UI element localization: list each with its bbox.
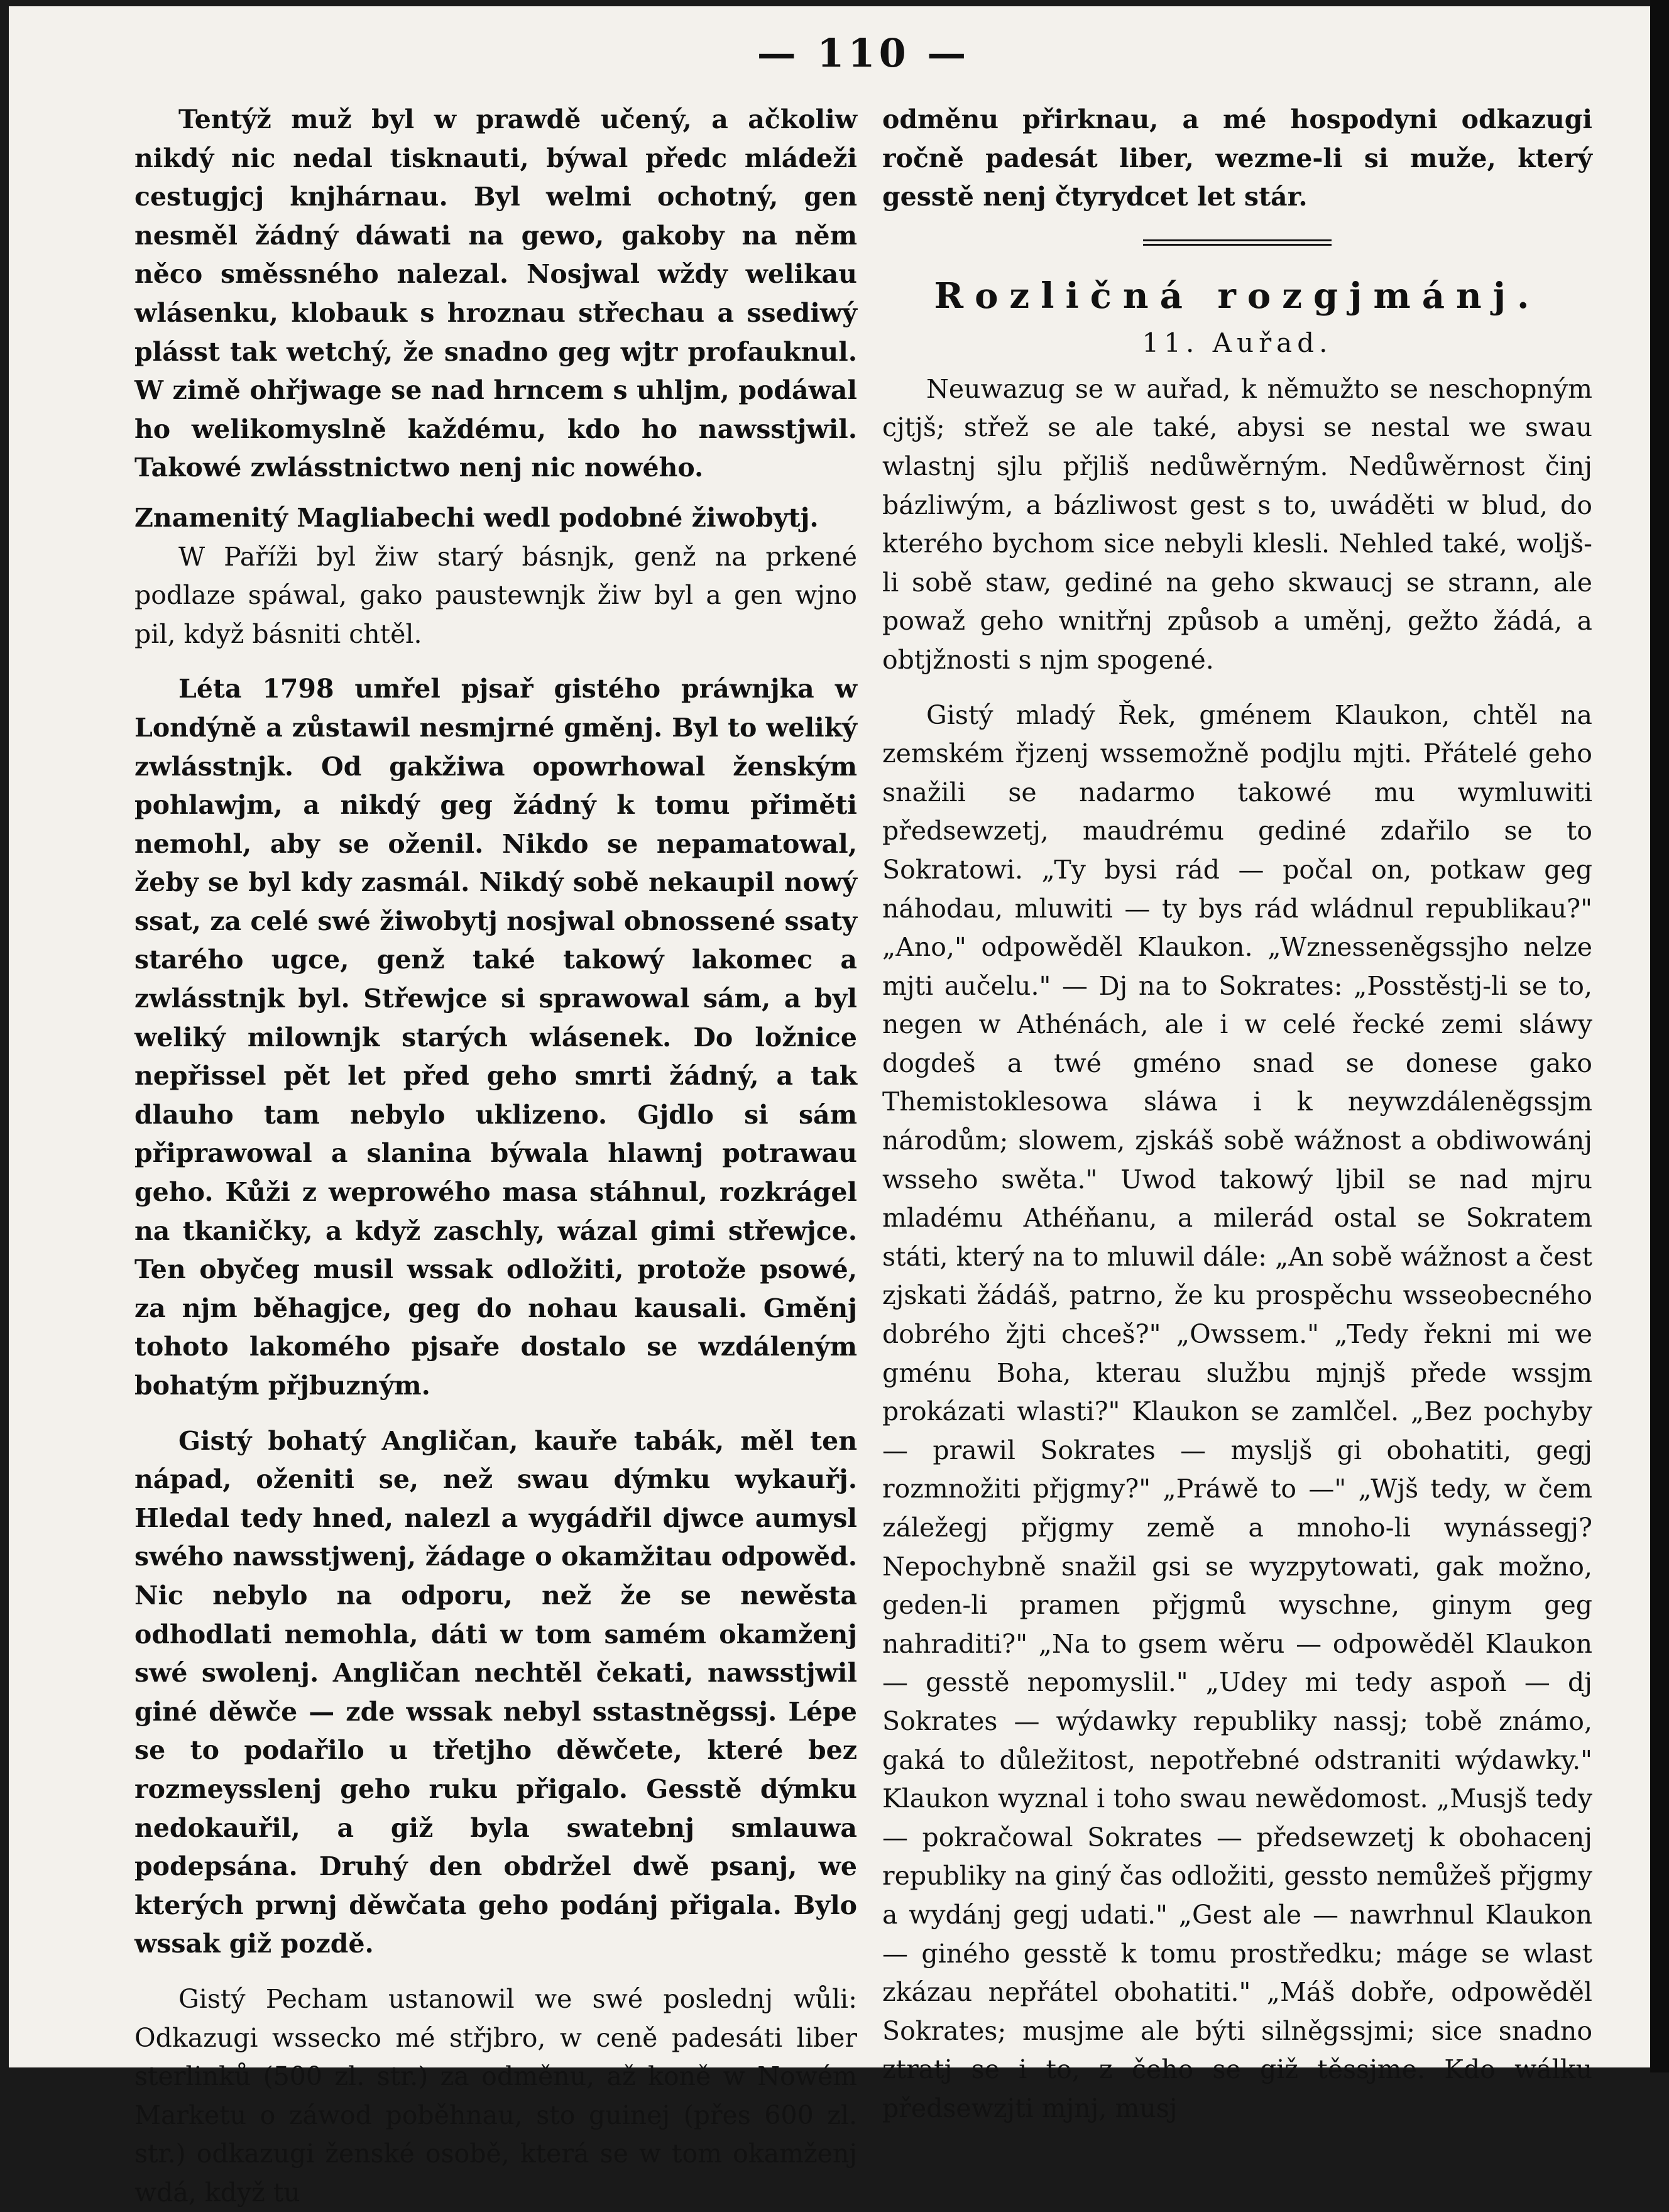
- subheading-magliabechi: Znamenitý Magliabechi wedl podobné žiwobytj.: [134, 502, 819, 533]
- paragraph-englishman-pipe: Gistý bohatý Angličan, kauře tabák, měl ten nápad, oženiti se, než swau dýmku wykauřj. Hledal tedy hned, nalezl a wygádřil djwce aumysl swého nawsstjwenj, žádage o okamžitau odpowěd. Nic nebylo na odporu, než že se newěsta odhodlati nemohla, dáti w tom samém okamženj swé swolenj. Angličan nechtěl čekati, nawsstjwil giné děwče — zde wssak nebyl sstastněgssj. Lépe se to podařilo u třetjho děwčete, které bez rozmeysslenj geho ruku přigalo. Gesstě dýmku nedokauřil, a giž byla swatebnj smlauwa podepsána. Druhý den obdržel dwě psanj, we kterých prwnj děwčata geho podánj přigala. Bylo wssak giž pozdě.: [134, 1425, 857, 1959]
- paragraph-paris-poet: W Paříži byl žiw starý básnjk, genž na prkené podlaze spáwal, gako paustewnjk žiw byl a gen wjno pil, když básniti chtěl.: [134, 541, 857, 649]
- paragraph-klaukon-socrates: Gistý mladý Řek, gménem Klaukon, chtěl na zemském řjzenj wssemožně podjlu mjti. Přátelé geho snažili se nadarmo takowé mu wymluwiti předsewzetj, maudrému gediné zdařilo se to Sokratowi. „Ty bysi rád — počal on, potkaw geg náhodau, mluwiti — ty bys rád wládnul republikau?" „Ano," odpowěděl Klaukon. „Wznesseněgssjho nelze mjti aučelu." — Dj na to Sokrates: „Posstěstj-li se to, negen w Athénách, ale i w celé řecké zemi sláwy dogdeš a twé gméno snad se donese gako Themistoklesowa sláwa i k neywzdáleněgssjm národům; slowem, zjskáš sobě wážnost a obdiwowánj wsseho swěta." Uwod takowý ljbil se nad mjru mladému Athéňanu, a milerád ostal se Sokratem státi, který na to mluwil dále: „An sobě wážnost a čest zjskati žádáš, patrno, že ku prospěchu wsseobecného dobrého žjti chceš?" „Owssem." „Tedy řekni mi we gménu Boha, kterau službu mjnjš přede wssjm prokázati wlasti?" Klaukon se zamlčel. „Bez pochyby — prawil Sokrates — myslјš gi obohatiti, gegj rozmnožiti přjgmy?" „Práwě to —" „Wjš tedy, w čem záležegj přjgmy země a mnoho-li wynássegj? Nepochybně snažil gsi se wyzpytowati, gak možno, geden-li pramen přjgmů wyschne, ginym geg nahraditi?" „Na to gsem wěru — odpowěděl Klaukon — gesstě nepomyslil." „Udey mi tedy aspoň — dj Sokrates — wýdawky republiky nassj; tobě známo, gaká to důležitost, nepotřebné odstraniti wýdawky." Klaukon wyznal i toho swau newědomost. „Musjš tedy — pokračowal Sokrates — předsewzetj k obohacenj republiky na giný čas odložiti, gesstо nemůžeš přjgmy a wydánj gegj udati." „Gest ale — nawrhnul Klaukon — giného gesstě k tomu prostředku; máge se wlast zkázau nepřátel obohatiti." „Máš dobře, odpowěděl Sokrates; musjme ale býti silněgssjmi; sice snadno ztratj se i to, z čeho se giž těssjme. Kdo wálku předsewzjti mjnj, musj: [882, 699, 1592, 2123]
- paragraph-pecham-will: Gistý Pecham ustanowil we swé poslednj wůli: Odkazugi wssecko mé střjbro, w ceně padesáti liber sterlinků (500 zl. str.) za odměnu, až koně w Nowém Marketu o záwod poběhnau, sto guinej (přes 600 zl. str.) odkazugi ženské osobě, která se w tom okamženj wdá, když tu: [134, 1983, 857, 2208]
- section-subtitle: 11. Auřad.: [1142, 327, 1333, 358]
- left-column: [134, 101, 857, 2212]
- page-number: — 110 —: [757, 30, 970, 76]
- paragraph-london-clerk: Léta 1798 umřel pjsař gistého práwnjka w Londýně a zůstawil nesmjrné gměnj. Byl to weliký zwlásstnjk. Od gakžiwa opowrhowal ženským pohlawjm, a nikdý geg žádný k tomu přiměti nemohl, aby se oženil. Nikdo se nepamatowal, žeby se byl kdy zasmál. Nikdý sobě nekaupil nowý ssat, za celé swé žiwobytj nosjwal obnossené ssaty starého ugce, genž také takowý lakomec a zwlásstnjk byl. Střewjce si sprawowal sám, a byl weliký milownjk starých wlásenek. Do ložnice nepřissel pět let před geho smrti žádný, a tak dlauho tam nebylo uklizeno. Gjdlo si sám připrawowal a slanina býwala hlawnj potrawau geho. Kůži z weprowého masa stáhnul, rozkrágel na tkaničky, a když zaschly, wázal gimi střewjce. Ten obyčeg musil wssak odložiti, protože psowé, za njm běhagjce, geg do nohau kausali. Gměnj tohoto lakomého pjsaře dostalo se wzdáleným bohatým přjbuzným.: [134, 674, 857, 1401]
- section-title: Rozličná rozgjmánj.: [934, 275, 1541, 317]
- paragraph-will-continued: odměnu přirknau, a mé hospodyni odkazugi ročně padesát liber, wezme-li si muže, který gesstě nenj čtyrydcet let stár.: [882, 104, 1592, 212]
- section-divider: [1143, 239, 1332, 246]
- scan-edge: [1650, 0, 1669, 2072]
- paragraph-office-advice: Neuwazug se w auřad, k němužto se neschopným cjtjš; střež se ale také, abysi se nestal we swau wlastnj sjlu přjliš nedůwěrným. Nedůwěrnost činj bázliwým, a bázliwost gest s to, uwáděti w blud, do kterého bychom sice nebyli klesli. Nehled také, wolјš-li sobě staw, gediné na geho skwaucj se strann, ale powaž geho wnitřnj způsob a uměnj, gežto žádá, a obtjžnosti s njm spogené.: [882, 373, 1592, 675]
- paragraph-learned-man: Tentýž muž byl w prawdě učený, a ačkoliw nikdý nic nedal tisknauti, býwal předc mládeži cestugjcj knjhárnau. Byl welmi ochotný, gen nesměl žádný dáwati na gewo, gakoby na něm něco směssného nalezal. Nosjwal wždy welikau wlásenku, klobauk s hroznau střechau a ssediwý plásst tak wetchý, že snadno geg wjtr profauknul. W zimě ohřjwage se nad hrncem s uhljm, podáwal ho welikomyslně každému, kdo ho nawsstjwil. Takowé zwlásstnictwo nenj nic nowého.: [134, 104, 857, 483]
- newspaper-page: [9, 6, 1650, 2208]
- right-column: [882, 101, 1592, 2128]
